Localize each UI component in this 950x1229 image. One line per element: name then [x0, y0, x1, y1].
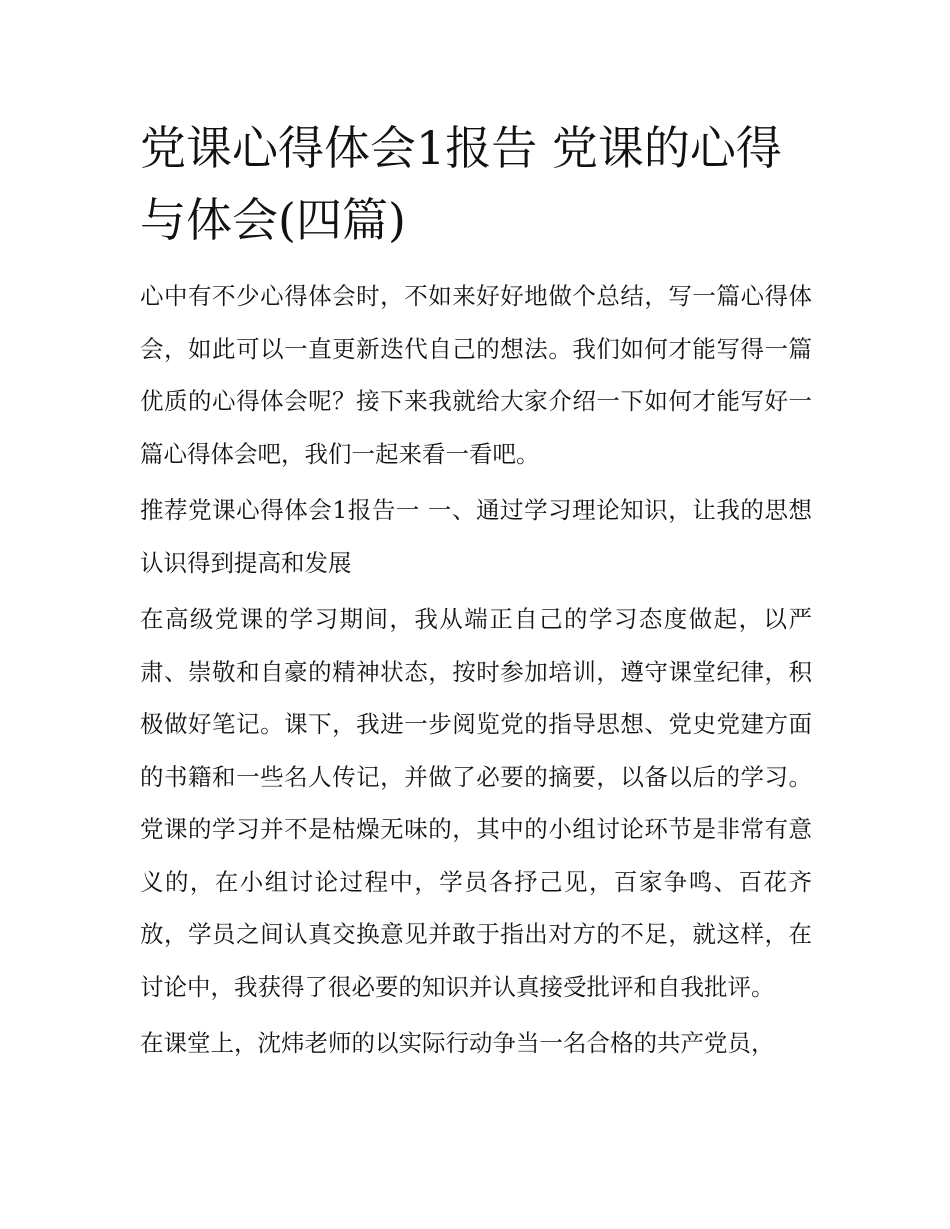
paragraph-section-heading: 推荐党课心得体会1报告一 一、通过学习理论知识，让我的思想认识得到提高和发展: [140, 496, 812, 577]
paragraph-study-attitude: 在高级党课的学习期间，我从端正自己的学习态度做起，以严肃、崇敬和自豪的精神状态，按时参加培训，遵守课堂纪律，积极做好笔记。课下，我进一步阅览党的指导思想、党史党建方面的书籍和一些名人传记，并做了必要的摘要，以备以后的学习。党课的学习并不是枯燥无味的，其中的小组讨论环节是非常有意义的，在小组讨论过程中，学员各抒己见，百家争鸣、百花齐放，学员之间认真交换意见并敢于指出对方的不足，就这样，在讨论中，我获得了很必要的知识并认真接受批评和自我批评。: [140, 605, 812, 1001]
paragraph-intro: 心中有不少心得体会时，不如来好好地做个总结，写一篇心得体会，如此可以一直更新迭代自己的想法。我们如何才能写得一篇优质的心得体会呢？接下来我就给大家介绍一下如何才能写好一篇心得体会吧，我们一起来看一看吧。: [140, 282, 812, 468]
document-body: [140, 112, 812, 1070]
document-title: 党课心得体会1报告 党课的心得与体会(四篇): [140, 121, 782, 247]
paragraph-classroom: 在课堂上，沈炜老师的以实际行动争当一名合格的共产党员，: [140, 1029, 775, 1057]
